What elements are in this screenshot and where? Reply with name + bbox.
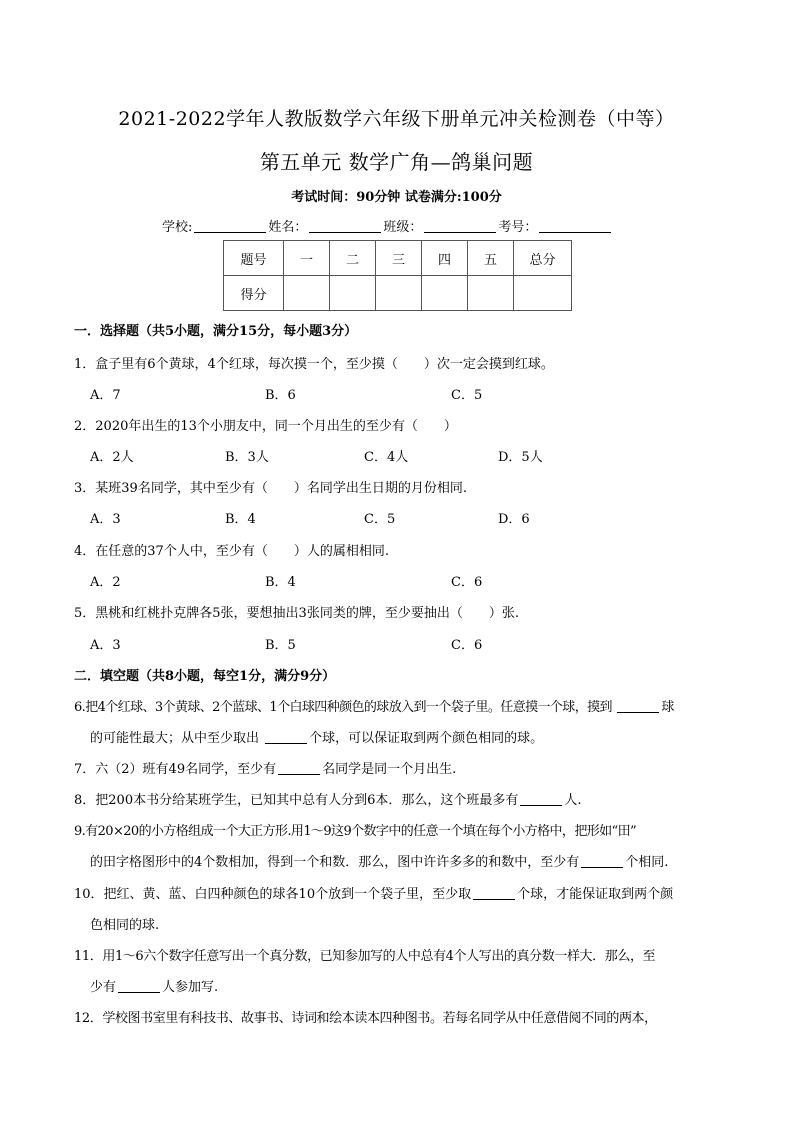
question-12-line1: 12．学校图书室里有科技书、故事书、诗词和绘本读本四种图书。若每名同学从中任意借阅不同的两本， — [74, 1011, 657, 1026]
score-header-cell: 三 — [376, 241, 422, 276]
q5-option-b[interactable]: B．5 — [265, 638, 296, 653]
question-10-line2: 色相同的球. — [90, 918, 160, 933]
question-10-line1 — [74, 883, 673, 902]
exam-title: 2021-2022学年人教版数学六年级下册单元冲关检测卷（中等） — [118, 108, 675, 130]
question-3: 3．某班39名同学，其中至少有（ ）名同学出生日期的月份相同. — [74, 481, 467, 496]
name-blank[interactable] — [309, 219, 381, 233]
q2-option-a[interactable]: A．2人 — [90, 450, 134, 465]
q3-option-d[interactable]: D．6 — [498, 512, 530, 527]
q8-blank[interactable] — [520, 792, 562, 806]
q1-option-a[interactable]: A．7 — [90, 388, 121, 403]
q7-text-a: 7．六（2）班有49名同学，至少有 — [74, 762, 277, 777]
score-cell[interactable] — [284, 276, 330, 311]
question-9-line2 — [90, 851, 668, 870]
school-label: 学校: — [162, 220, 193, 235]
unit-title: 第五单元 数学广角—鸽巢问题 — [259, 150, 534, 174]
exam-info: 考试时间：90分钟 试卷满分:100分 — [291, 190, 502, 205]
q4-option-c[interactable]: C．6 — [451, 575, 483, 590]
q3-option-c[interactable]: C．5 — [364, 512, 396, 527]
student-info-fields — [162, 216, 613, 235]
score-header-cell: 题号 — [224, 241, 284, 276]
section1-heading: 一．选择题（共5小题，满分15分，每小题3分） — [74, 324, 358, 339]
q4-option-b[interactable]: B．4 — [265, 575, 296, 590]
q6-blank-1[interactable] — [617, 699, 659, 713]
class-label: 班级： — [383, 220, 423, 235]
score-cell[interactable] — [468, 276, 514, 311]
q3-option-b[interactable]: B．4 — [225, 512, 256, 527]
score-cell[interactable] — [422, 276, 468, 311]
score-header-cell: 五 — [468, 241, 514, 276]
score-cell[interactable] — [330, 276, 376, 311]
score-table — [223, 240, 572, 311]
q10-text-a: 10．把红、黄、蓝、白四种颜色的球各10个放到一个袋子里，至少取 — [74, 887, 472, 902]
q5-option-a[interactable]: A．3 — [90, 638, 121, 653]
q7-text-b: 名同学是同一个月出生. — [322, 762, 457, 777]
q2-option-d[interactable]: D．5人 — [498, 450, 543, 465]
q1-option-c[interactable]: C．5 — [451, 388, 483, 403]
question-11-line2 — [90, 976, 218, 995]
score-header-cell: 四 — [422, 241, 468, 276]
q9-text-b: 的田字格图形中的4个数相加，得到一个和数．那么，图中许许多多的和数中，至少有 — [90, 855, 580, 870]
score-row-label: 得分 — [224, 276, 284, 311]
question-8 — [74, 789, 582, 808]
q10-text-b: 个球，才能保证取到两个颜 — [517, 887, 674, 902]
score-table-score-row — [224, 276, 572, 311]
q11-blank[interactable] — [118, 979, 160, 993]
q1-option-b[interactable]: B．6 — [265, 388, 296, 403]
score-header-cell: 一 — [284, 241, 330, 276]
question-7 — [74, 758, 456, 777]
q6-text-c: 的可能性最大；从中至少取出 — [90, 731, 264, 746]
name-label: 姓名： — [268, 220, 308, 235]
score-cell[interactable] — [376, 276, 422, 311]
q6-text-d: 个球，可以保证取到两个颜色相同的球。 — [309, 731, 544, 746]
q4-option-a[interactable]: A．2 — [90, 575, 121, 590]
question-2: 2．2020年出生的13个小朋友中，同一个月出生的至少有（ ） — [74, 419, 457, 434]
score-table-header-row — [224, 241, 572, 276]
class-blank[interactable] — [424, 219, 496, 233]
q6-blank-2[interactable] — [265, 730, 307, 744]
q2-option-c[interactable]: C．4人 — [364, 450, 409, 465]
q7-blank[interactable] — [278, 761, 320, 775]
question-5: 5．黑桃和红桃扑克牌各5张，要想抽出3张同类的牌，至少要抽出（ ）张. — [74, 606, 519, 621]
q2-option-b[interactable]: B．3人 — [225, 450, 269, 465]
q11-text-c: 人参加写. — [162, 980, 219, 995]
section2-heading: 二．填空题（共8小题，每空1分，满分9分） — [74, 669, 336, 684]
question-6-line2 — [90, 727, 543, 746]
school-blank[interactable] — [194, 219, 266, 233]
question-1: 1．盒子里有6个黄球，4个红球，每次摸一个，至少摸（ ）次一定会摸到红球。 — [74, 357, 554, 372]
question-6-line1 — [74, 696, 674, 715]
q8-text-b: 人. — [564, 793, 582, 808]
q5-option-c[interactable]: C．6 — [451, 638, 483, 653]
number-blank[interactable] — [539, 219, 611, 233]
q8-text-a: 8．把200本书分给某班学生，已知其中总有人分到6本．那么，这个班最多有 — [74, 793, 519, 808]
q11-text-b: 少有 — [90, 980, 117, 995]
score-header-cell: 二 — [330, 241, 376, 276]
question-4: 4．在任意的37个人中，至少有（ ）人的属相相同. — [74, 544, 389, 559]
q10-blank[interactable] — [473, 886, 515, 900]
score-header-cell: 总分 — [514, 241, 572, 276]
question-9-line1: 9.有20×20的小方格组成一个大正方形.用1～9这9个数字中的任意一个填在每个小方格中，把形如“田” — [74, 824, 637, 839]
q3-option-a[interactable]: A．3 — [90, 512, 121, 527]
question-11-line1: 11．用1～6六个数字任意写出一个真分数，已知参加写的人中总有4个人写出的真分数一样大．那么，至 — [74, 949, 656, 964]
score-cell[interactable] — [514, 276, 572, 311]
q6-text-b: 球 — [661, 700, 674, 715]
q6-text-a: 6.把4个红球、3个黄球、2个蓝球、1个白球四种颜色的球放入到一个袋子里。任意摸一个球，摸到 — [74, 700, 616, 715]
number-label: 考号： — [498, 220, 538, 235]
q9-blank[interactable] — [581, 854, 623, 868]
q9-text-c: 个相同. — [625, 855, 669, 870]
